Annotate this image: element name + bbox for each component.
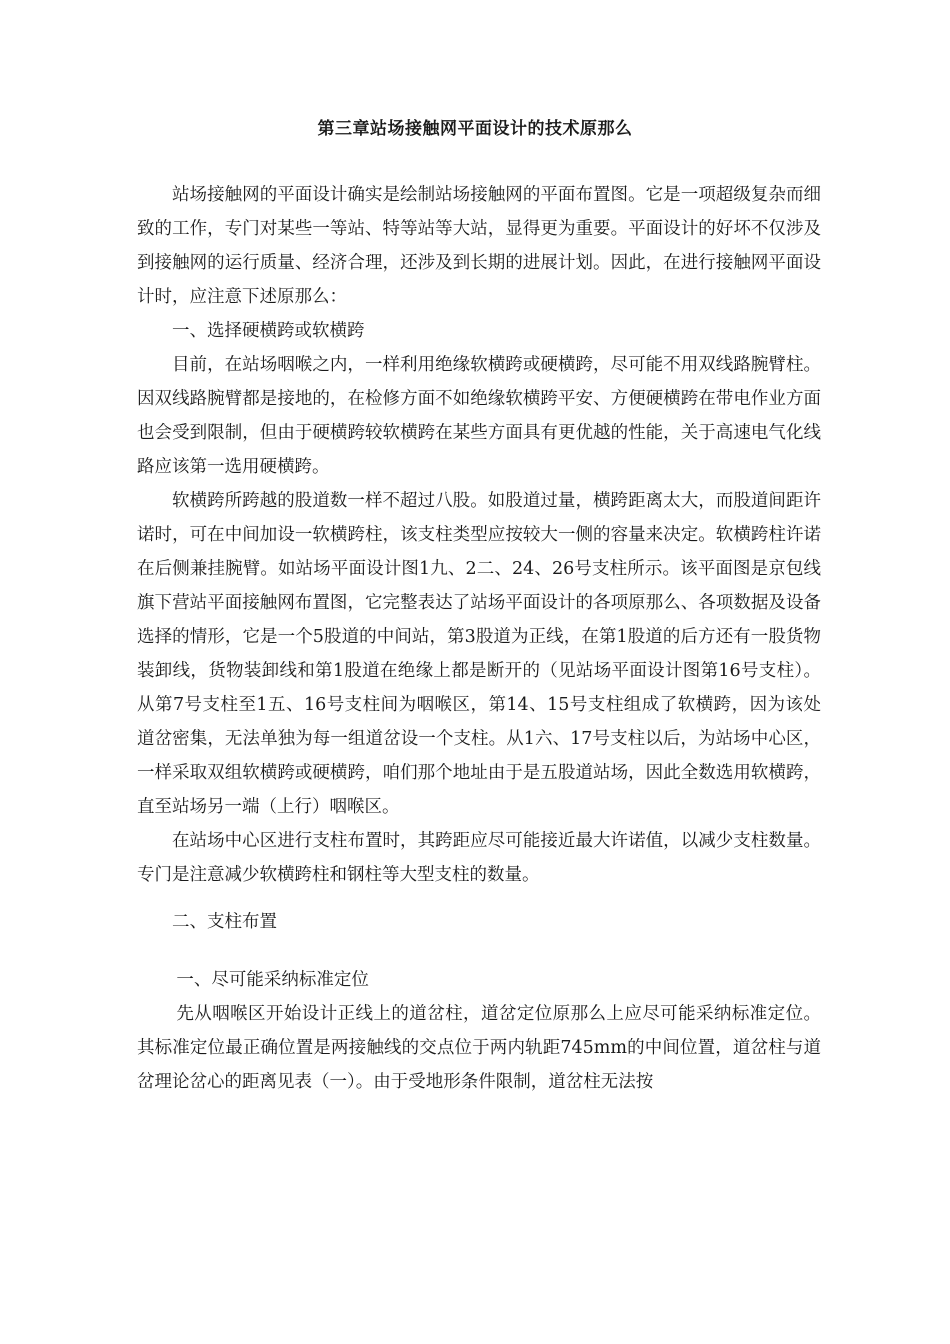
document-title: 第三章站场接触网平面设计的技术原那么 <box>317 119 633 139</box>
paragraph-3: 在站场中心区进行支柱布置时，其跨距应尽可能接近最大许诺值，以减少支柱数量。专门是注意减少软横跨柱和钢柱等大型支柱的数量。 <box>137 831 821 885</box>
paragraph-1: 目前，在站场咽喉之内，一样利用绝缘软横跨或硬横跨，尽可能不用双线路腕臂柱。因双线路腕臂都是接地的，在检修方面不如绝缘软横跨平安、方便硬横跨在带电作业方面也会受到限制，但由于硬横跨较软横跨在某些方面具有更优越的性能，关于高速电气化线路应该第一选用硬横跨。 <box>137 355 821 477</box>
section-heading-1: 一、选择硬横跨或软横跨 <box>172 321 365 341</box>
intro-paragraph: 站场接触网的平面设计确实是绘制站场接触网的平面布置图。它是一项超级复杂而细致的工作，专门对某些一等站、特等站等大站，显得更为重要。平面设计的好坏不仅涉及到接触网的运行质量、经济合理，还涉及到长期的进展计划。因此，在进行接触网平面设计时，应注意下述原那么： <box>137 185 821 307</box>
document-body <box>137 178 821 1099</box>
subsection-heading-1: 一、尽可能采纳标准定位 <box>176 970 369 990</box>
paragraph-2: 软横跨所跨越的股道数一样不超过八股。如股道过量，横跨距离太大，而股道间距许诺时，可在中间加设一软横跨柱，该支柱类型应按较大一侧的容量来决定。软横跨柱许诺在后侧兼挂腕臂。如站场平面设计图1九、2二、24、26号支柱所示。该平面图是京包线旗下营站平面接触网布置图，它完整表达了站场平面设计的各项原那么、各项数据及设备选择的情形，它是一个5股道的中间站，第3股道为正线，在第1股道的后方还有一股货物装卸线，货物装卸线和第1股道在绝缘上都是断开的（见站场平面设计图第16号支柱）。从第7号支柱至1五、16号支柱间为咽喉区，第14、15号支柱组成了软横跨，因为该处道岔密集，无法单独为每一组道岔设一个支柱。从1六、17号支柱以后，为站场中心区，一样采取双组软横跨或硬横跨，咱们那个地址由于是五股道站场，因此全数选用软横跨，直至站场另一端（上行）咽喉区。 <box>137 491 821 817</box>
section-heading-2: 二、支柱布置 <box>172 912 277 932</box>
paragraph-4: 先从咽喉区开始设计正线上的道岔柱，道岔定位原那么上应尽可能采纳标准定位。其标准定位最正确位置是两接触线的交点位于两内轨距745mm的中间位置，道岔柱与道岔理论岔心的距离见表（一）。由于受地形条件限制，道岔柱无法按 <box>137 1004 821 1092</box>
